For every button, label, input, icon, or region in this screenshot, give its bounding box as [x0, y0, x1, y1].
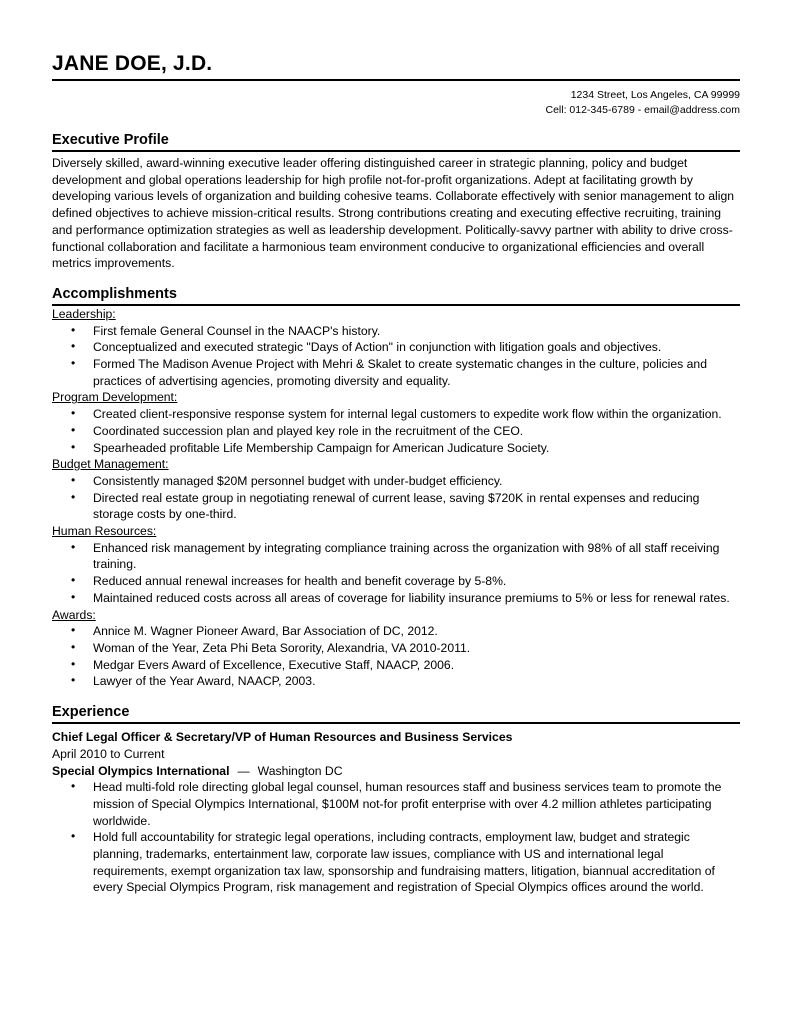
contact-block — [52, 88, 740, 118]
profile-divider — [52, 150, 740, 152]
bullet-icon: • — [71, 656, 76, 671]
bullet-icon: • — [71, 539, 76, 554]
accomplishment-group-leadership — [52, 306, 740, 390]
list-item: • Hold full accountability for strategic legal operations, including contracts, employment law, budget and strategic planning, trademarks, entertainment law, corporate law issues, compliance with US and international legal requirements, exempt organization tax law, sponsorship and fundraising matters, litigation, biannual accreditation of every Special Olympics Program, risk management and registration of Special Olympics offices around the world. — [71, 829, 715, 895]
bullet-icon: • — [71, 589, 76, 604]
job-location: Washington DC — [257, 763, 343, 778]
list-item: • Conceptualized and executed strategic "Days of Action" in conjunction with litigation goals and objectives. — [71, 339, 662, 355]
job-dates: April 2010 to Current — [52, 746, 165, 761]
bullet-list — [71, 323, 740, 390]
group-label: Budget Management: — [52, 457, 169, 472]
list-item: • Spearheaded profitable Life Membership Campaign for American Judicature Society. — [71, 439, 550, 455]
bullet-list — [71, 623, 740, 690]
separator-dash: — — [237, 763, 250, 778]
bullet-icon: • — [71, 406, 76, 421]
job-entry — [52, 729, 740, 896]
list-item: • Annice M. Wagner Pioneer Award, Bar Association of DC, 2012. — [71, 623, 438, 639]
accomplishments-heading: Accomplishments — [52, 285, 177, 302]
list-item: • Coordinated succession plan and played key role in the recruitment of the CEO. — [71, 422, 524, 438]
accomplishment-group-awards — [52, 607, 740, 691]
list-item: • First female General Counsel in the NAACP's history. — [71, 322, 381, 338]
group-label: Awards: — [52, 607, 96, 622]
group-label: Human Resources: — [52, 524, 157, 539]
contact-line: Cell: 012-345-6789 - email@address.com — [545, 104, 740, 116]
bullet-icon: • — [71, 356, 76, 371]
profile-heading: Executive Profile — [52, 132, 169, 148]
bullet-icon: • — [71, 489, 76, 504]
experience-divider — [52, 722, 740, 724]
bullet-icon: • — [71, 573, 76, 588]
profile-text: Diversely skilled, award-winning executive leader offering distinguished career in strategic planning, policy and budget development and global operations leadership for high profile not-for-profit organizations. Adept at facilitating growth by developing various levels of organization and building cohesive teams. Collaborate effectively with senior management to align defined objectives to achieve mission-critical results. Strong contributions creating and executing effective recruiting, training and performance optimization strategies as well as leadership development. Politically-savvy partner with ability to drive cross-functional collaboration and facilitate a harmonious team environment conducive to organizational efficiencies and overall metrics improvements. — [52, 156, 734, 271]
bullet-icon: • — [71, 779, 76, 794]
job-employer-line — [52, 763, 740, 780]
bullet-icon: • — [71, 639, 76, 654]
list-item: • Head multi-fold role directing global legal counsel, human resources staff and business services team to promote the mission of Special Olympics International, $100M not-for profit enterprise with over 4.2 million athletes participating worldwide. — [71, 779, 722, 828]
bullet-icon: • — [71, 339, 76, 354]
bullet-icon: • — [71, 829, 76, 844]
list-item: • Maintained reduced costs across all areas of coverage for liability insurance premiums to 5% or less for renewal rates. — [71, 589, 730, 605]
list-item: • Reduced annual renewal increases for health and benefit coverage by 5-8%. — [71, 573, 507, 589]
job-title: Chief Legal Officer & Secretary/VP of Human Resources and Business Services — [52, 730, 513, 745]
list-item: • Formed The Madison Avenue Project with Mehri & Skalet to create systematic changes in the culture, policies and practices of advertising agencies, promoting diversity and equality. — [71, 356, 707, 388]
list-item: • Lawyer of the Year Award, NAACP, 2003. — [71, 673, 316, 689]
list-item: • Enhanced risk management by integrating compliance training across the organization with 98% of all staff receiving training. — [71, 539, 720, 572]
accomplishment-group-human-resources — [52, 523, 740, 607]
experience-heading: Experience — [52, 704, 130, 721]
bullet-icon: • — [71, 422, 76, 437]
bullet-list — [71, 406, 740, 456]
bullet-list — [71, 473, 740, 523]
address-line: 1234 Street, Los Angeles, CA 99999 — [570, 89, 740, 101]
bullet-icon: • — [71, 439, 76, 454]
list-item: • Consistently managed $20M personnel budget with under-budget efficiency. — [71, 472, 503, 488]
list-item: • Medgar Evers Award of Excellence, Executive Staff, NAACP, 2006. — [71, 656, 455, 672]
group-label: Leadership: — [52, 306, 116, 321]
bullet-icon: • — [71, 623, 76, 638]
group-label: Program Development: — [52, 390, 178, 405]
accomplishment-group-program-development — [52, 389, 740, 456]
name-divider — [52, 79, 740, 81]
bullet-list — [71, 779, 740, 896]
bullet-icon: • — [71, 472, 76, 487]
candidate-name: JANE DOE, J.D. — [52, 52, 213, 75]
bullet-icon: • — [71, 322, 76, 337]
bullet-icon: • — [71, 673, 76, 688]
bullet-list — [71, 540, 740, 607]
list-item: • Created client-responsive response system for internal legal customers to expedite work flow within the organization. — [71, 406, 722, 422]
accomplishment-group-budget-management — [52, 456, 740, 523]
company-name: Special Olympics International — [52, 763, 230, 778]
list-item: • Woman of the Year, Zeta Phi Beta Sorority, Alexandria, VA 2010-2011. — [71, 639, 471, 655]
list-item: • Directed real estate group in negotiating renewal of current lease, saving $720K in rental expenses and reducing storage costs by one-third. — [71, 489, 700, 522]
resume-page — [52, 52, 740, 896]
